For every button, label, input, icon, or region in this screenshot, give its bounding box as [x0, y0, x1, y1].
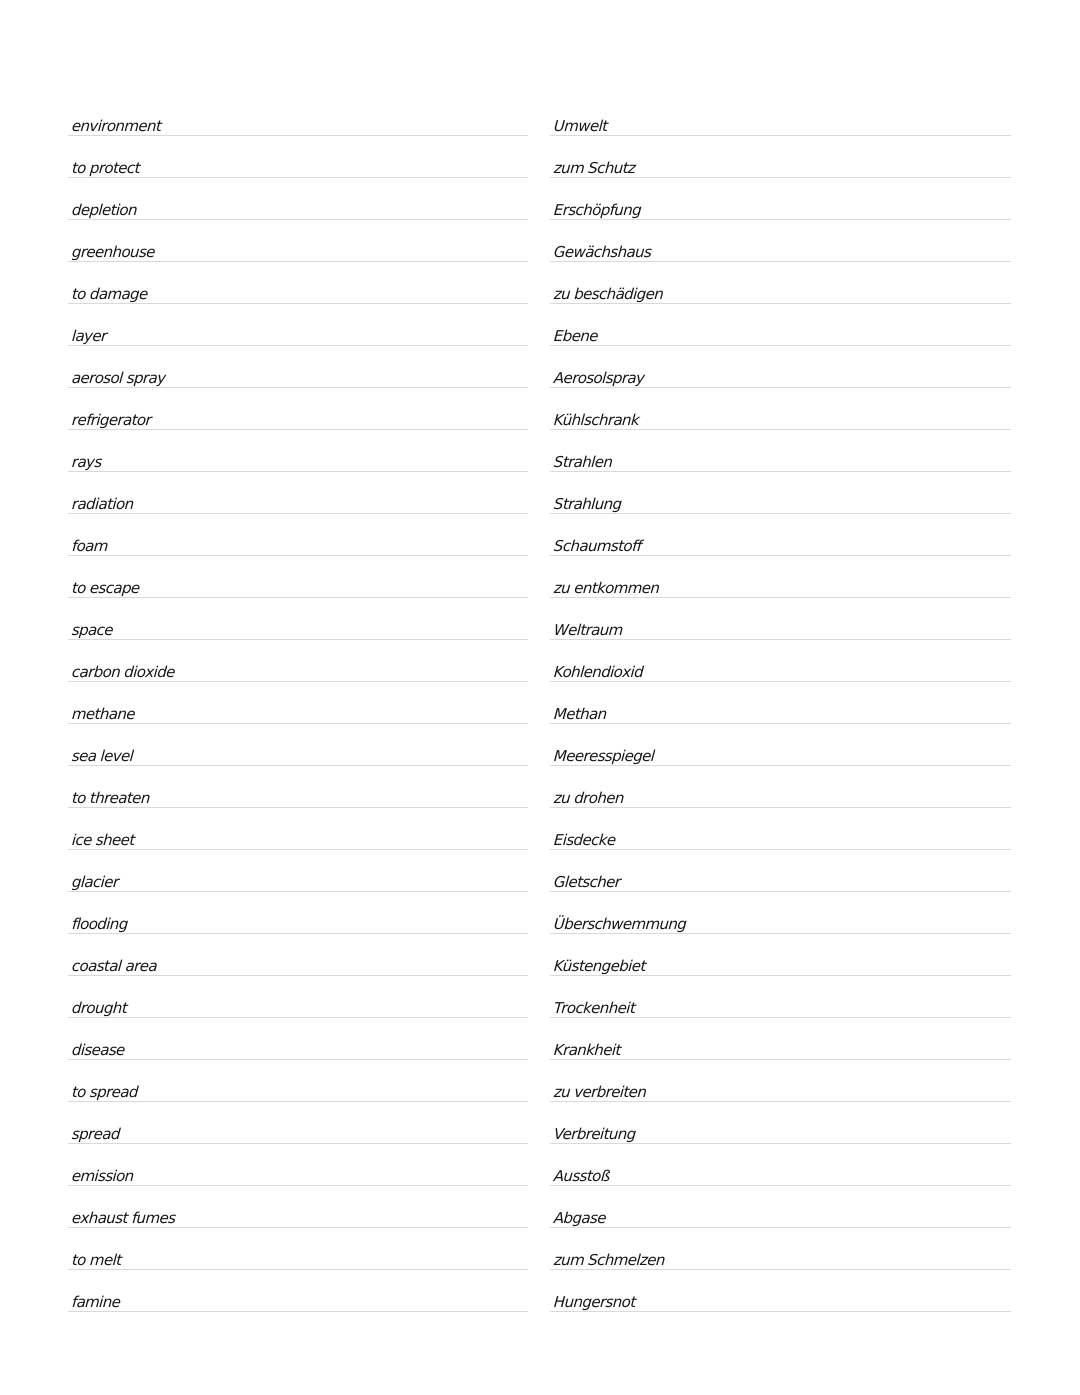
vocab-line [550, 1060, 1011, 1102]
english-word: flooding [71, 915, 129, 933]
vocab-line [550, 1102, 1011, 1144]
vocab-line [68, 934, 528, 976]
vocab-line [550, 430, 1011, 472]
german-word: Ebene [553, 327, 599, 345]
english-word: emission [71, 1167, 135, 1185]
vocab-line [550, 598, 1011, 640]
vocab-line [68, 304, 528, 346]
english-word: to spread [71, 1083, 139, 1101]
english-word: to melt [71, 1251, 123, 1269]
english-word: spread [71, 1125, 121, 1143]
vocab-line [68, 892, 528, 934]
vocab-line [550, 136, 1011, 178]
vocab-line [550, 1144, 1011, 1186]
vocab-line [550, 808, 1011, 850]
english-word: to threaten [71, 789, 151, 807]
vocab-line [68, 220, 528, 262]
english-word: drought [71, 999, 128, 1017]
vocab-line [550, 346, 1011, 388]
english-word: exhaust fumes [71, 1209, 177, 1227]
vocab-line [550, 892, 1011, 934]
german-word: Eisdecke [553, 831, 617, 849]
english-word: carbon dioxide [71, 663, 176, 681]
german-word: Gletscher [553, 873, 622, 891]
vocab-line [550, 934, 1011, 976]
vocab-line [68, 640, 528, 682]
vocab-line [550, 1186, 1011, 1228]
vocab-line [550, 724, 1011, 766]
german-word: Methan [553, 705, 608, 723]
vocab-line [550, 514, 1011, 556]
vocab-line [550, 1228, 1011, 1270]
german-word: Erschöpfung [553, 201, 642, 219]
german-column [550, 94, 1011, 1312]
german-word: zum Schmelzen [553, 1251, 666, 1269]
english-word: refrigerator [71, 411, 152, 429]
vocab-line [68, 1144, 528, 1186]
english-word: layer [71, 327, 108, 345]
english-word: famine [71, 1293, 122, 1311]
german-word: Strahlen [553, 453, 614, 471]
vocab-line [550, 388, 1011, 430]
vocab-line [68, 262, 528, 304]
german-word: Trockenheit [553, 999, 636, 1017]
vocab-line [68, 682, 528, 724]
english-word: glacier [71, 873, 120, 891]
vocab-line [68, 1186, 528, 1228]
vocab-line [68, 976, 528, 1018]
vocab-line [68, 1270, 528, 1312]
english-word: coastal area [71, 957, 158, 975]
english-word: sea level [71, 747, 134, 765]
english-word: to damage [71, 285, 149, 303]
german-word: Umwelt [553, 117, 609, 135]
vocab-line [68, 430, 528, 472]
vocab-line [550, 262, 1011, 304]
vocab-line [550, 556, 1011, 598]
german-word: Gewächshaus [553, 243, 652, 261]
vocab-line [68, 1018, 528, 1060]
vocab-line [550, 94, 1011, 136]
vocab-line [68, 1060, 528, 1102]
vocab-line [68, 556, 528, 598]
german-word: Küstengebiet [553, 957, 647, 975]
vocab-line [68, 1102, 528, 1144]
vocab-line [68, 598, 528, 640]
vocab-line [550, 178, 1011, 220]
english-word: depletion [71, 201, 138, 219]
vocab-line [68, 1228, 528, 1270]
german-word: Aerosolspray [553, 369, 646, 387]
vocab-line [550, 766, 1011, 808]
vocab-line [68, 514, 528, 556]
vocab-line [68, 388, 528, 430]
vocab-line [550, 1270, 1011, 1312]
german-word: zu entkommen [553, 579, 661, 597]
vocab-line [68, 346, 528, 388]
vocab-line [550, 976, 1011, 1018]
english-column [68, 94, 528, 1312]
vocab-line [550, 1018, 1011, 1060]
german-word: Kohlendioxid [553, 663, 644, 681]
vocab-line [550, 220, 1011, 262]
german-word: zu beschädigen [553, 285, 664, 303]
german-word: zu verbreiten [553, 1083, 647, 1101]
german-word: Strahlung [553, 495, 623, 513]
german-word: zum Schutz [553, 159, 636, 177]
english-word: radiation [71, 495, 135, 513]
german-word: Hungersnot [553, 1293, 637, 1311]
vocab-line [550, 640, 1011, 682]
vocab-line [68, 178, 528, 220]
vocab-line [68, 766, 528, 808]
english-word: space [71, 621, 114, 639]
english-word: greenhouse [71, 243, 156, 261]
german-word: Meeresspiegel [553, 747, 656, 765]
vocab-line [68, 724, 528, 766]
german-word: Überschwemmung [553, 915, 687, 933]
vocab-line [550, 682, 1011, 724]
english-word: rays [71, 453, 103, 471]
english-word: ice sheet [71, 831, 136, 849]
vocab-line [68, 808, 528, 850]
german-word: Kühlschrank [553, 411, 640, 429]
german-word: Abgase [553, 1209, 607, 1227]
vocab-line [550, 472, 1011, 514]
german-word: Verbreitung [553, 1125, 637, 1143]
vocab-line [68, 136, 528, 178]
german-word: Ausstoß [553, 1167, 611, 1185]
english-word: aerosol spray [71, 369, 167, 387]
vocab-line [68, 472, 528, 514]
german-word: Krankheit [553, 1041, 622, 1059]
english-word: disease [71, 1041, 126, 1059]
english-word: to protect [71, 159, 141, 177]
vocab-line [68, 850, 528, 892]
vocab-line [68, 94, 528, 136]
english-word: to escape [71, 579, 141, 597]
vocab-line [550, 850, 1011, 892]
english-word: environment [71, 117, 162, 135]
english-word: foam [71, 537, 109, 555]
german-word: Schaumstoff [553, 537, 643, 555]
german-word: zu drohen [553, 789, 625, 807]
vocab-line [550, 304, 1011, 346]
english-word: methane [71, 705, 136, 723]
german-word: Weltraum [553, 621, 624, 639]
